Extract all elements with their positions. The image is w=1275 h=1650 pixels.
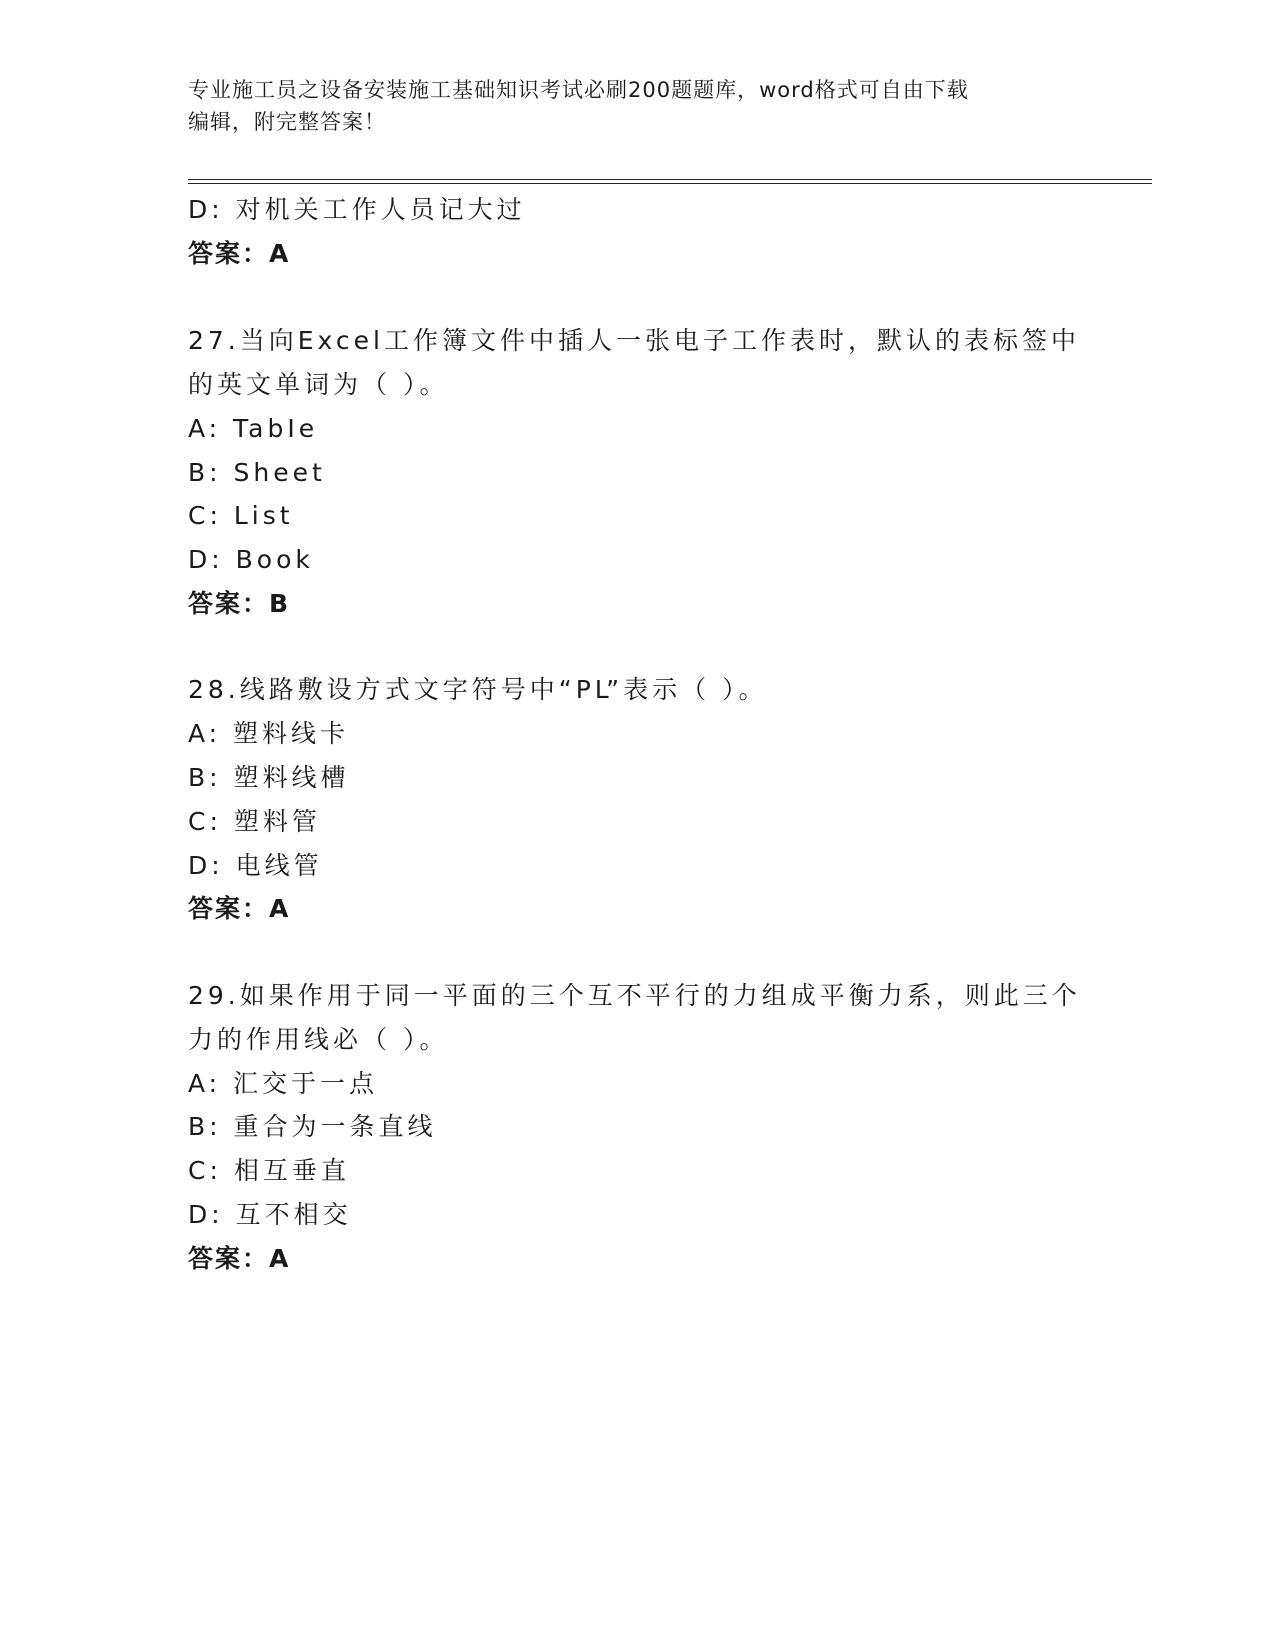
q29-option-b: B: 重合为一条直线 (188, 1112, 437, 1141)
q27-option-d: D: Book (188, 545, 314, 574)
q29-option-d: D: 互不相交 (188, 1200, 352, 1229)
header-divider-top (188, 179, 1152, 180)
q29-answer: 答案：A (188, 1244, 291, 1273)
q28-answer: 答案：A (188, 894, 291, 923)
q29-stem-line-2: 力的作用线必（ ）。 (188, 1025, 449, 1054)
q29-stem-line-1: 29.如果作用于同一平面的三个互不平行的力组成平衡力系，则此三个 (188, 981, 1081, 1010)
q28-option-d: D: 电线管 (188, 851, 323, 880)
q28-stem-line-1: 28.线路敷设方式文字符号中“PL”表示（ ）。 (188, 675, 768, 704)
header-divider-bottom (188, 183, 1152, 184)
q29-option-a: A: 汇交于一点 (188, 1069, 379, 1098)
q28-option-a: A: 塑料线卡 (188, 719, 350, 748)
q27-answer: 答案：B (188, 589, 291, 618)
q28-option-c: C: 塑料管 (188, 807, 321, 836)
prev-question-answer: 答案：A (188, 239, 291, 268)
q27-stem-line-1: 27.当向Excel工作簿文件中插人一张电子工作表时，默认的表标签中 (188, 326, 1080, 355)
q27-option-a: A: TabIe (188, 414, 319, 443)
q27-stem-line-2: 的英文单词为（ ）。 (188, 370, 449, 399)
q28-option-b: B: 塑料线槽 (188, 763, 350, 792)
q27-option-b: B: Sheet (188, 458, 326, 487)
header-line-2: 编辑，附完整答案！ (188, 110, 386, 134)
q29-option-c: C: 相互垂直 (188, 1156, 350, 1185)
document-header (188, 74, 1088, 138)
q27-option-c: C: List (188, 501, 294, 530)
header-line-1: 专业施工员之设备安装施工基础知识考试必刷200题题库，word格式可自由下载 (188, 78, 969, 102)
prev-question-option-d: D: 对机关工作人员记大过 (188, 195, 526, 224)
